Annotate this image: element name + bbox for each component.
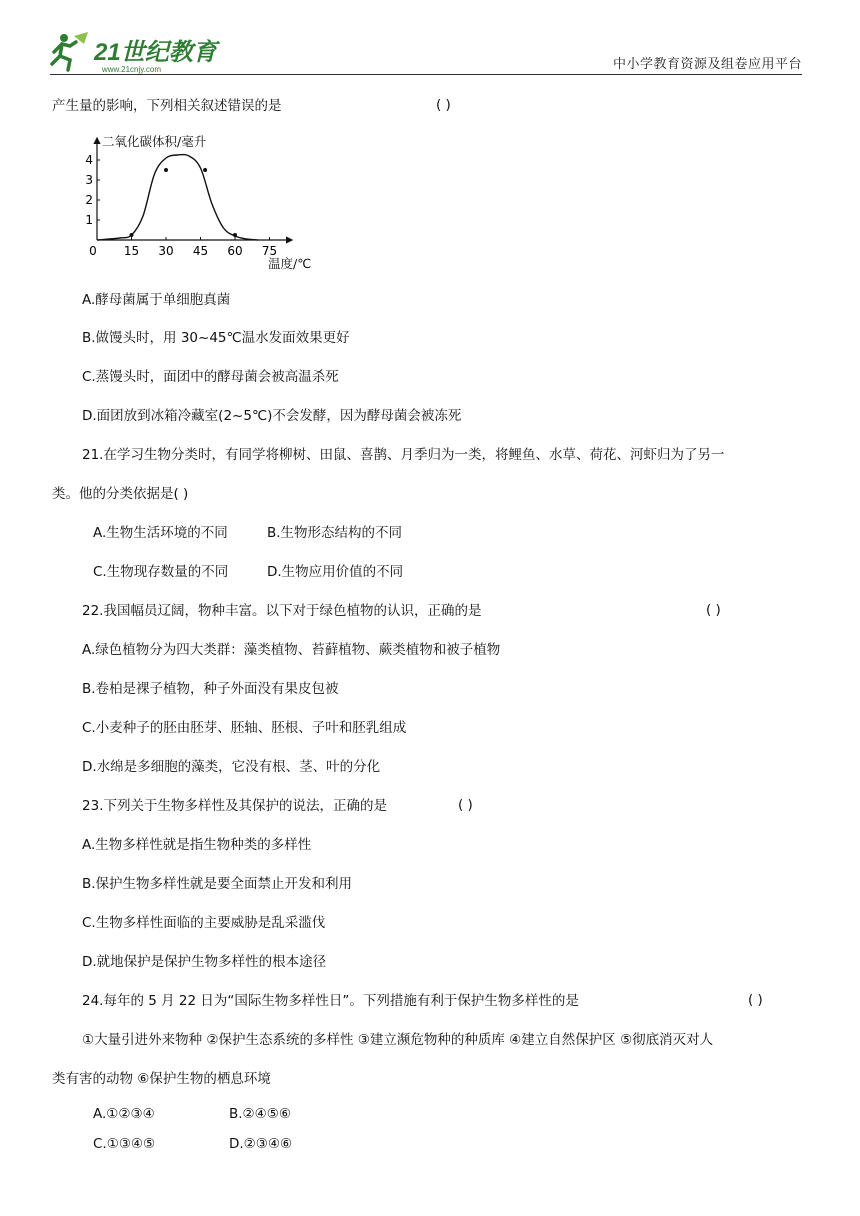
y-tick-label: 3: [85, 173, 93, 187]
q24-option-c: C.①③④⑤: [93, 1136, 156, 1152]
q23-answer-paren: ( ): [458, 797, 473, 813]
q20-option-c: C.蒸馒头时，面团中的酵母菌会被高温杀死: [82, 369, 339, 385]
platform-name: 中小学教育资源及组卷应用平台: [612, 57, 802, 72]
q21-stem-line1: 21.在学习生物分类时，有同学将柳树、田鼠、喜鹊、月季归为一类，将鲤鱼、水草、荷花、河虾归为了另一: [82, 447, 725, 463]
q23-stem: 23.下列关于生物多样性及其保护的说法，正确的是: [82, 798, 387, 814]
header-divider: [50, 74, 802, 75]
q22-option-d: D.水绵是多细胞的藻类，它没有根、茎、叶的分化: [82, 759, 381, 775]
x-axis-label: 温度/℃: [268, 256, 312, 271]
logo-21cnjy: [50, 30, 230, 76]
q20-option-b: B.做馒头时，用 30~45℃温水发面效果更好: [82, 330, 350, 346]
q24-option-d: D.②③④⑥: [229, 1136, 293, 1152]
svg-text:www.21cnjy.com: www.21cnjy.com: [102, 65, 161, 74]
q24-option-a: A.①②③④: [93, 1106, 155, 1122]
q24-answer-paren: ( ): [748, 992, 763, 1008]
q22-stem: 22.我国幅员辽阔，物种丰富。以下对于绿色植物的认识，正确的是: [82, 603, 482, 619]
y-tick-label: 2: [85, 193, 93, 207]
x-tick-label: 0: [89, 244, 97, 258]
q24-stem: 24.每年的 5 月 22 日为“国际生物多样性日”。下列措施有利于保护生物多样性的是: [82, 993, 579, 1009]
q21-option-b: B.生物形态结构的不同: [267, 525, 403, 541]
x-tick-label: 75: [261, 244, 278, 258]
q22-answer-paren: ( ): [706, 602, 721, 618]
q22-option-b: B.卷柏是裸子植物，种子外面没有果皮包被: [82, 681, 339, 697]
runner-icon: [52, 32, 88, 70]
x-tick-label: 15: [123, 244, 140, 258]
co2-temperature-chart: [82, 130, 332, 275]
page-header: [0, 0, 860, 80]
co2-curve: [97, 155, 258, 240]
q20-option-a: A.酵母菌属于单细胞真菌: [82, 292, 231, 308]
q23-option-b: B.保护生物多样性就是要全面禁止开发和利用: [82, 876, 353, 892]
q23-option-d: D.就地保护是保护生物多样性的根本途径: [82, 954, 327, 970]
q21-option-a: A.生物生活环境的不同: [93, 525, 228, 541]
svg-text:21世纪教育: 21世纪教育: [94, 39, 217, 66]
q23-option-c: C.生物多样性面临的主要威胁是乱采滥伐: [82, 915, 326, 931]
x-tick-label: 60: [227, 244, 243, 258]
q22-option-c: C.小麦种子的胚由胚芽、胚轴、胚根、子叶和胚乳组成: [82, 720, 407, 736]
q20-answer-paren: ( ): [436, 97, 451, 113]
x-tick-label: 45: [192, 244, 209, 258]
y-axis-label: 二氧化碳体积/毫升: [102, 134, 207, 149]
data-point: [203, 168, 207, 172]
data-point: [233, 233, 237, 237]
q20-option-d: D.面团放到冰箱冷藏室(2~5℃)不会发酵，因为酵母菌会被冻死: [82, 408, 462, 424]
q21-stem-line2: 类。他的分类依据是( ): [52, 486, 189, 502]
q20-stem: 产生量的影响，下列相关叙述错误的是: [52, 98, 282, 114]
q21-option-c: C.生物现存数量的不同: [93, 564, 229, 580]
data-point: [164, 168, 168, 172]
data-point: [130, 233, 134, 237]
q23-option-a: A.生物多样性就是指生物种类的多样性: [82, 837, 312, 853]
y-tick-label: 1: [85, 213, 93, 227]
q24-option-b: B.②④⑤⑥: [229, 1106, 291, 1122]
q24-items-line1: ①大量引进外来物种 ②保护生态系统的多样性 ③建立濒危物种的种质库 ④建立自然保护区 ⑤彻底消灭对人: [82, 1032, 714, 1048]
q21-option-d: D.生物应用价值的不同: [267, 564, 404, 580]
q24-items-line2: 类有害的动物 ⑥保护生物的栖息环境: [52, 1071, 271, 1087]
y-tick-label: 4: [85, 153, 93, 167]
q22-option-a: A.绿色植物分为四大类群：藻类植物、苔藓植物、蕨类植物和被子植物: [82, 642, 501, 658]
x-tick-label: 30: [158, 244, 174, 258]
